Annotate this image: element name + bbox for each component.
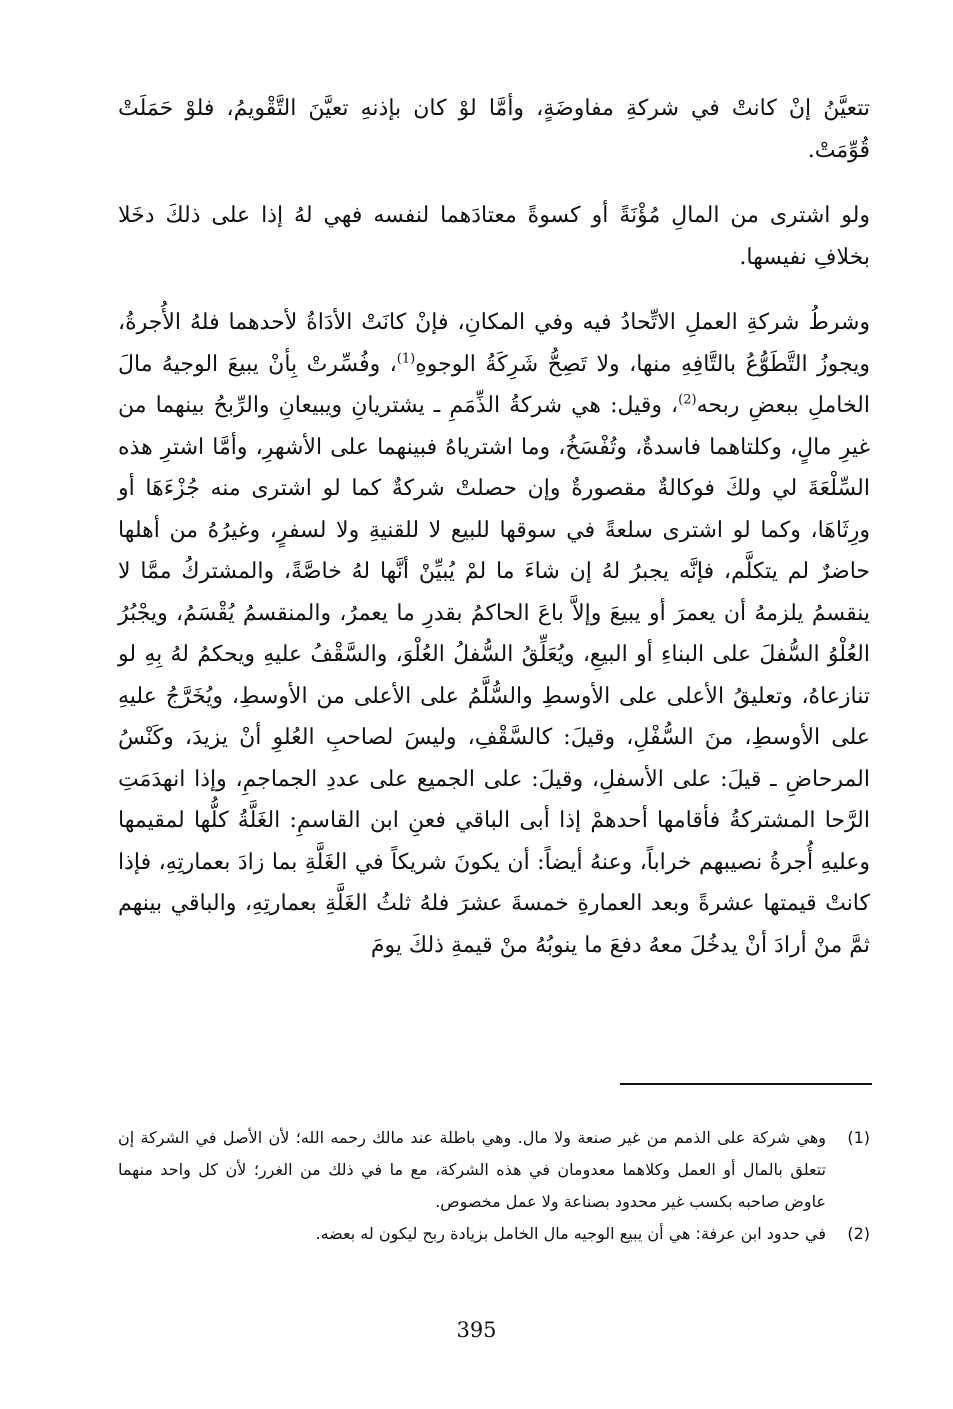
footnote-text-1: وهي شركة على الذمم من غير صنعة ولا مال. وهي باطلة عند مالك رحمه الله؛ لأن الأصل في الشركة إن تتعلق بالمال أو العمل وكلاهما معدومان في هذه الشركة، مع ما في ذلك من الغرر؛ لأن كل واحد منهما عاوض صاحبه بكسب غير محدود بصناعة ولا عمل مخصوص. <box>118 1128 826 1211</box>
footnote-text-2: في حدود ابن عرفة: هي أن يبيع الوجيه مال الخامل بزيادة ربح ليكون له بعضه. <box>315 1224 826 1243</box>
footnote-ref-2[interactable]: (2) <box>678 392 697 408</box>
main-text <box>118 88 870 966</box>
footnote-ref-1[interactable]: (1) <box>396 351 416 367</box>
footnote-2 <box>118 1218 870 1250</box>
footnote-number-2: (2) <box>847 1224 870 1243</box>
paragraph-2: ولو اشترى من المالِ مُؤْنَةً أو كسوةً معتادَهما لنفسه فهي لهُ إذا على ذلكَ دخَلا بخلافِ نفيسها. <box>118 203 870 270</box>
paragraph-3-part-2: ، وفُسِّرتْ بِأنْ يبيعَ الوجيهُ مالَ الخاملِ ببعضِ ربحه <box>118 351 870 418</box>
paragraph-3-part-1: وشرطُ شركةِ العملِ الاتِّحادُ فيه وفي المكانِ، فإنْ كانَتْ الأدَاةُ لأحدهما فلهُ الأُجرةُ، ويجوزُ التَّطَوُّعُ بالتَّافِهِ منها، ولا تَصِحُّ شَرِكَةُ الوجوهِ <box>118 310 870 377</box>
footnote-number-1: (1) <box>847 1128 870 1147</box>
footnotes <box>118 1122 870 1250</box>
paragraph-1: تتعيَّنُ إنْ كانتْ في شركةِ مفاوضَةٍ، وأمَّا لوْ كان بإذنهِ تعيَّنَ التَّقْويمُ، فلوْ حَمَلَتْ قُوِّمَتْ. <box>118 96 870 163</box>
paragraph-3-part-3: ، وقيل: هي شركةُ الذِّمَمِ ـ يشتريانِ ويبيعانِ والرِّبحُ بينهما من غيرِ مالٍ، وكلتاهما فاسدةٌ، وتُفْسَخُ، وما اشترياهُ فبينهما على الأشهرِ، وأمَّا اشترِ هذه السِّلْعَةَ لي ولكَ فوكالةٌ مقصورةٌ وإن حصلتْ شركةٌ كما لو اشترى منه جُزْءَهَا أو ورِثَاهَا، وكما لو اشترى سلعةً في سوقها للبيع لا للقنيةِ ولا لسفرٍ، وغيرُهُ من أهلها حاضرٌ لم يتكلَّم، فإنَّه يجبرُ لهُ إن شاءَ ما لمْ يُبيِّنْ أنَّها لهُ خاصَّةً، والمشتركُ ممَّا لا ينقسمُ يلزمهُ أن يعمرَ أو يبيعَ وإلاَّ باعَ الحاكمُ بقدرِ ما يعمرُ، والمنقسمُ يُقْسَمُ، ويجْبُرُ العُلْوُ السُّفلَ على البناءِ أو البيعِ، ويُعَلِّقُ السُّفلُ العُلْوَ، والسَّقْفُ عليهِ ويحكمُ لهُ بِهِ لو تنازعاهُ، وتعليقُ الأعلى على الأوسطِ والسُّلَّمُ على الأعلى من الأوسطِ، ويُخَرَّجُ عليهِ على الأوسطِ، منَ السُّفْلِ، وقيلَ: كالسَّقْفِ، وليسَ لصاحبِ العُلوِ أنْ يزيدَ، وكَنْسُ المرحاضِ ـ قيلَ: على الأسفلِ، وقيلَ: على الجميع على عددِ الجماجمِ، وإذا انهدَمَتِ الرَّحا المشتركةُ فأقامها أحدهمْ إذا أبى الباقي فعنِ ابن القاسمِ: الغَلَّةُ كلُّها لمقيمها وعليهِ أُجرةُ نصيبهم خراباً، وعنهُ أيضاً: أن يكونَ شريكاً في الغَلَّةِ بما زادَ بعمارتِهِ، فإذا كانتْ قيمتها عشرةً وبعد العمارةِ خمسةَ عشرَ فلهُ ثلثُ الغَلَّةِ بعمارتِهِ، والباقي بينهم ثمَّ منْ أرادَ أنْ يدخُلَ معهُ دفعَ ما ينوبُهُ منْ قيمةِ ذلكَ يومَ <box>118 393 870 958</box>
page-number: 395 <box>456 1318 497 1342</box>
footnote-divider <box>620 1083 872 1085</box>
paragraph-3 <box>118 302 870 966</box>
footnote-1 <box>118 1122 870 1218</box>
